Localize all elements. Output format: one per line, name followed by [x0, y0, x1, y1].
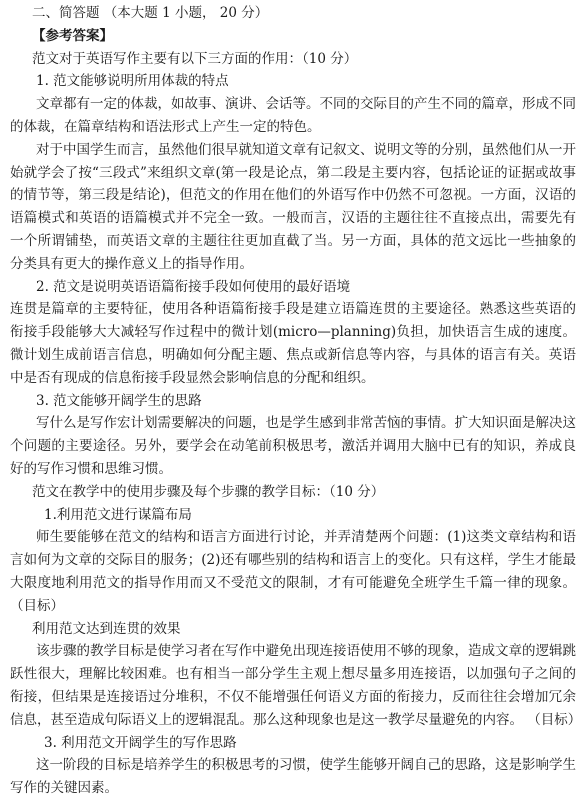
answer-label: 【参考答案】 [32, 27, 113, 44]
step2-heading: 利用范文达到连贯的效果 [32, 620, 181, 637]
point2-heading: 2. 范文是说明英语语篇衔接手段如何使用的最好语境 [36, 278, 351, 295]
part1-intro: 范文对于英语写作主要有以下三方面的作用：（10 分） [32, 50, 358, 67]
step3-heading: 3. 利用范文开阔学生的写作思路 [44, 734, 237, 751]
point3-heading: 3. 范文能够开阔学生的思路 [36, 392, 202, 409]
step3-paragraph: 这一阶段的目标是培养学生的积极思考的习惯，使学生能够开阔自己的思路，这是影响学生写作的关键因素。 [10, 757, 576, 797]
part2-intro: 范文在教学中的使用步骤及每个步骤的教学目标：（10 分） [32, 483, 385, 500]
step2-paragraph: 该步骤的教学目标是使学习者在写作中避免出现连接语使用不够的现象，造成文章的逻辑跳跃性很大，理解比较困难。也有相当一部分学生主观上想尽量多用连接语，以加强句子之间的衔接，但结果是连接语过分堆积，不仅不能增强任何语义方面的衔接力，反而往往会增加冗余信息，甚至造成句际语义上的逻辑混乱。那么这种现象也是这一教学尽量避免的内容。 （目标） [10, 643, 582, 728]
step1-paragraph: 师生要能够在范文的结构和语言方面进行讨论，并弄清楚两个问题：(1)这类文章结构和语言如何为文章的交际目的服务；(2)还有哪些别的结构和语言上的变化。只有这样，学生才能最大限度地利用范文的指导作用而又不受范文的限制，才有可能避免全班学生千篇一律的现象。（目标） [10, 529, 576, 614]
section-title: 二、简答题 （本大题 1 小题， 20 分） [32, 5, 269, 21]
point1-heading: 1. 范文能够说明所用体裁的特点 [36, 73, 229, 90]
point3-paragraph: 写什么是写作宏计划需要解决的问题，也是学生感到非常苦恼的事情。扩大知识面是解决这个问题的主要途径。另外，要学会在动笔前积极思考，激活并调用大脑中已有的知识，养成良好的写作习惯和思维习惯。 [10, 415, 576, 477]
point1-paragraph-1: 文章都有一定的体裁，如故事、演讲、会话等。不同的交际目的产生不同的篇章，形成不同的体裁，在篇章结构和语法形式上产生一定的特色。 [10, 96, 576, 135]
point2-paragraph: 连贯是篇章的主要特征，使用各种语篇衔接手段是建立语篇连贯的主要途径。熟悉这些英语的衔接手段能够大大减轻写作过程中的微计划(micro—planning)负担，加快语言生成的速度。微计划生成前语言信息，明确如何分配主题、焦点或新信息等内容，与具体的语言有关。英语中是否有现成的信息衔接手段显然会影响信息的分配和组织。 [10, 301, 576, 386]
step1-heading: 1.利用范文进行谋篇布局 [44, 506, 192, 523]
point1-paragraph-2: 对于中国学生而言，虽然他们很早就知道文章有记叙文、说明文等的分别，虽然他们从一开始就学会了按“三段式”来组织文章(第一段是论点，第二段是主要内容，包括论证的证据或故事的情节等，第三段是结论)，但范文的作用在他们的外语写作中仍然不可忽视。一方面，汉语的语篇模式和英语的语篇模式并不完全一致。一般而言，汉语的主题往往不直接点出，需要先有一个所谓铺垫，而英语文章的主题往往更加直截了当。另一方面，具体的范文远比一些抽象的分类具有更大的操作意义上的指导作用。 [10, 141, 576, 272]
